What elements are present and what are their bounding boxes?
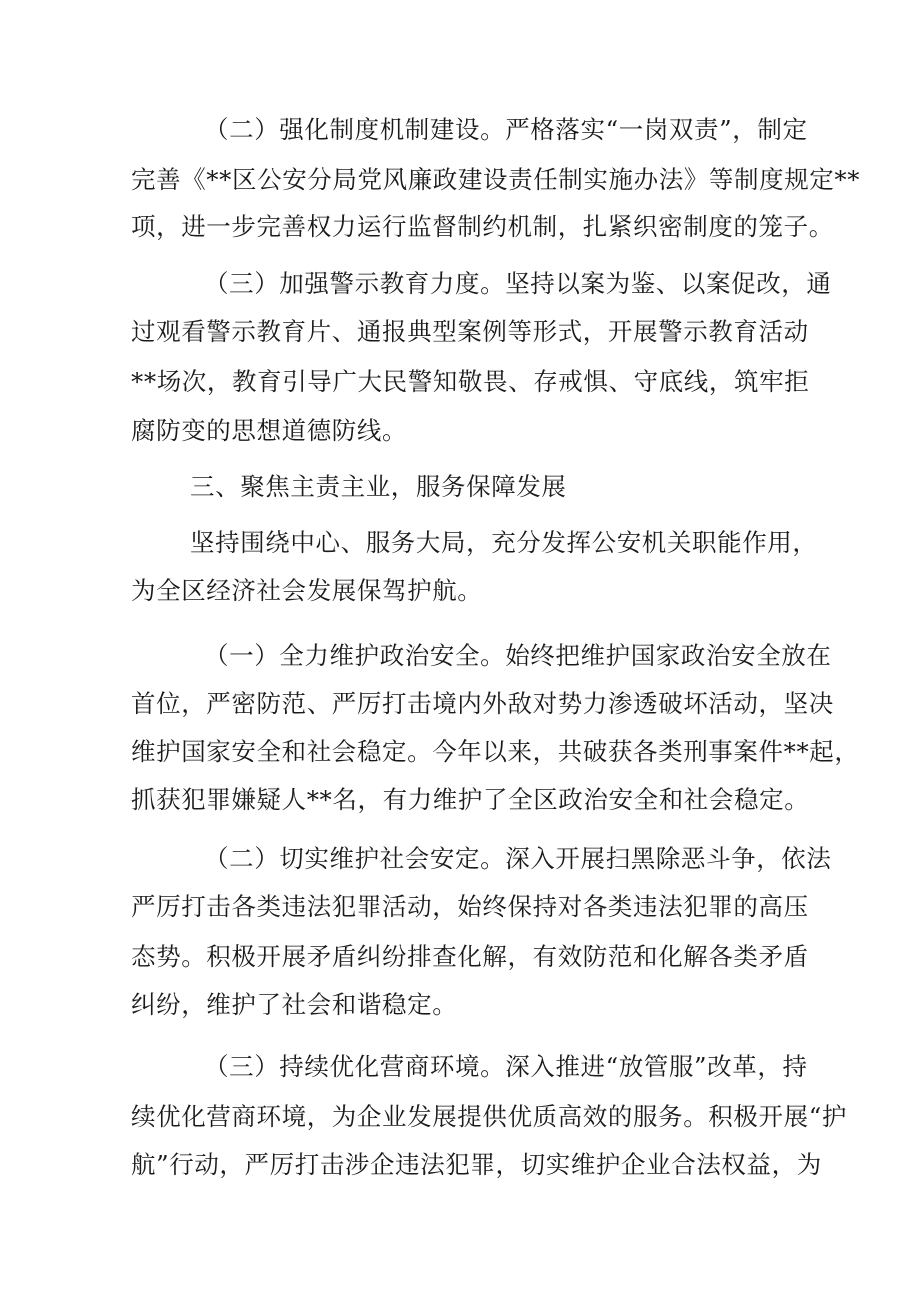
paragraph-4-line-3: 维护国家安全和社会稳定。今年以来，共破获各类刑事案件**起， xyxy=(131,737,860,766)
paragraph-3-line-1: 坚持围绕中心、服务大局，充分发挥公安机关职能作用， xyxy=(190,528,818,557)
paragraph-5-line-4: 纠纷，维护了社会和谐稳定。 xyxy=(131,990,458,1019)
paragraph-4-line-4: 抓获犯罪嫌疑人**名，有力维护了全区政治安全和社会稳定。 xyxy=(131,785,810,814)
paragraph-4-line-1: （一）全力维护政治安全。始终把维护国家政治安全放在 xyxy=(204,641,832,670)
paragraph-2-line-1: （三）加强警示教育力度。坚持以案为鉴、以案促改，通 xyxy=(204,269,832,298)
paragraph-1-line-2: 完善《**区公安分局党风廉政建设责任制实施办法》等制度规定** xyxy=(131,165,861,194)
paragraph-4-line-2: 首位，严密防范、严厉打击境内外敌对势力渗透破坏活动，坚决 xyxy=(131,689,834,718)
paragraph-5-line-1: （二）切实维护社会安定。深入开展扫黑除恶斗争，依法 xyxy=(204,844,832,873)
paragraph-2-line-4: 腐防变的思想道德防线。 xyxy=(131,416,408,445)
paragraph-6-line-3: 航”行动，严厉打击涉企违法犯罪，切实维护企业合法权益，为 xyxy=(131,1150,822,1179)
paragraph-2-line-3: **场次，教育引导广大民警知敬畏、存戒惧、守底线，筑牢拒 xyxy=(131,367,810,396)
paragraph-5-line-3: 态势。积极开展矛盾纠纷排查化解，有效防范和化解各类矛盾 xyxy=(131,942,809,971)
paragraph-5-line-2: 严厉打击各类违法犯罪活动，始终保持对各类违法犯罪的高压 xyxy=(131,892,809,921)
section-heading: 三、聚焦主责主业，服务保障发展 xyxy=(190,472,567,501)
paragraph-1-line-3: 项，进一步完善权力运行监督制约机制，扎紧织密制度的笼子。 xyxy=(131,212,834,241)
paragraph-2-line-2: 过观看警示教育片、通报典型案例等形式，开展警示教育活动 xyxy=(131,317,809,346)
paragraph-3-line-2: 为全区经济社会发展保驾护航。 xyxy=(131,576,483,605)
paragraph-1-line-1: （二）强化制度机制建设。严格落实“一岗双责”，制定 xyxy=(204,115,808,144)
paragraph-6-line-2: 续优化营商环境，为企业发展提供优质高效的服务。积极开展“护 xyxy=(131,1102,847,1131)
paragraph-6-line-1: （三）持续优化营商环境。深入推进“放管服”改革，持 xyxy=(204,1052,808,1081)
